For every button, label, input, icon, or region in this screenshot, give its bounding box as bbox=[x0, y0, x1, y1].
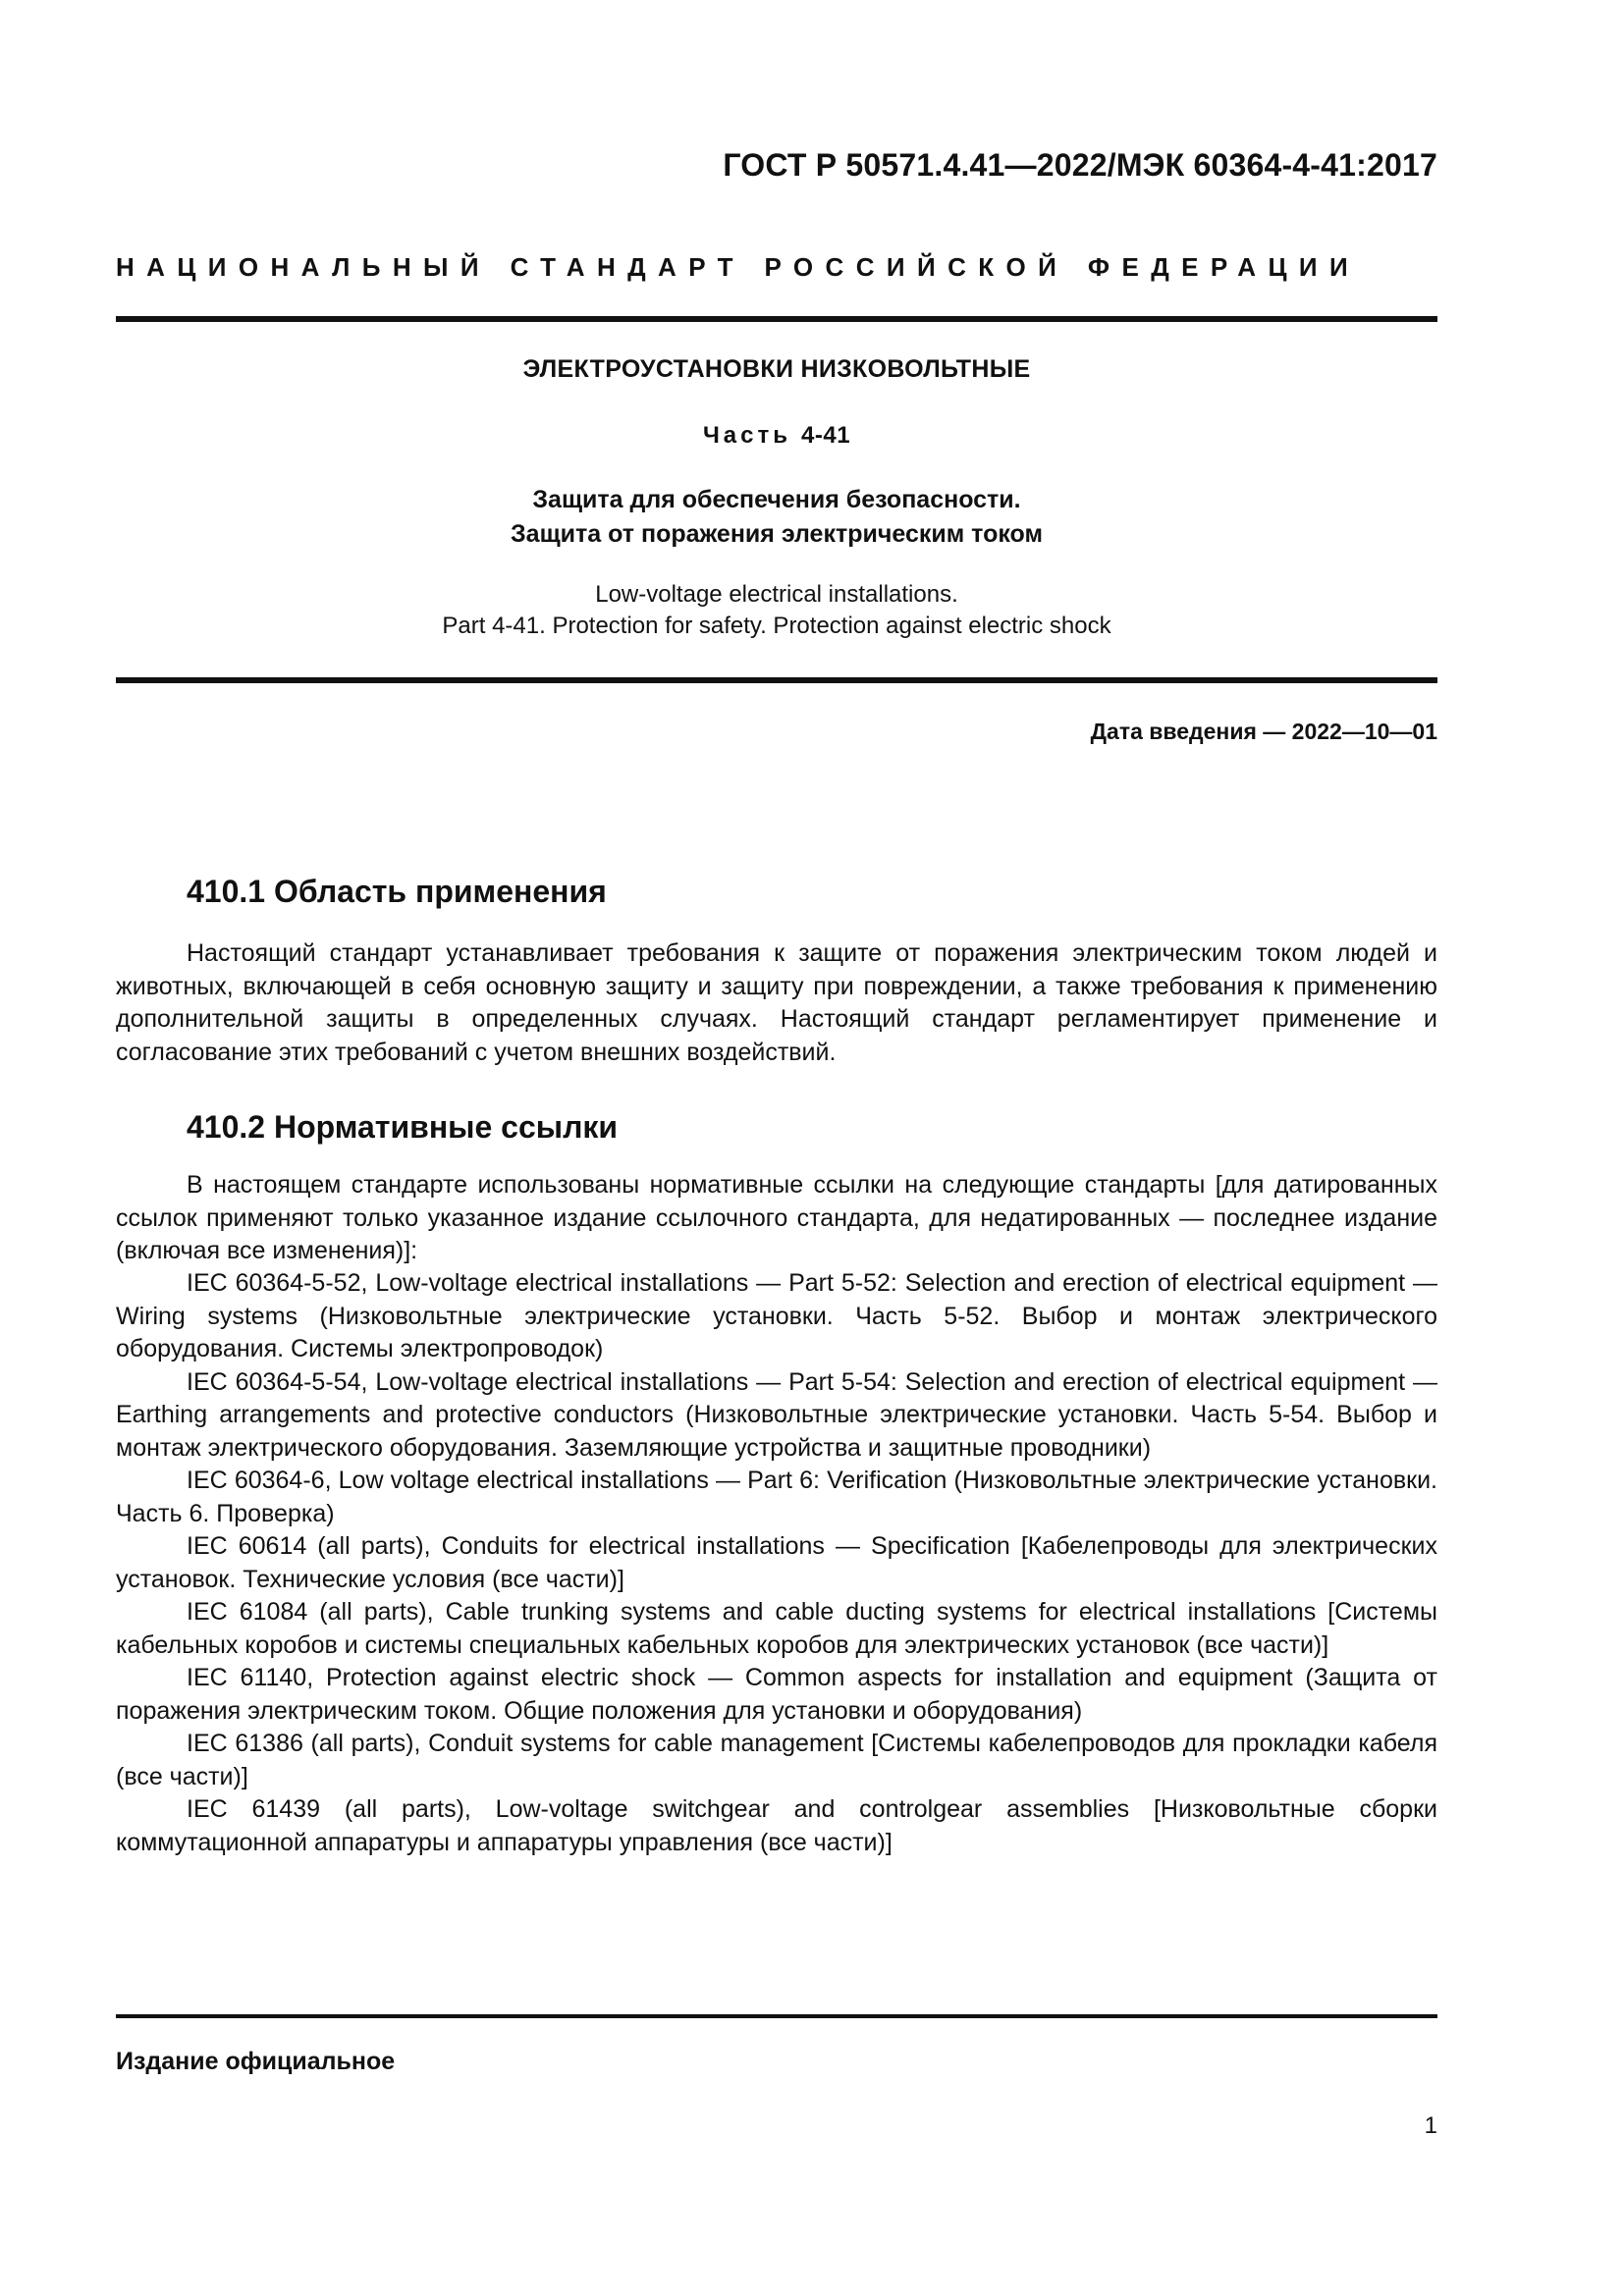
section-410-1-heading: 410.1 Область применения bbox=[187, 874, 607, 909]
subtitle-russian-line-1: Защита для обеспечения безопасности. bbox=[532, 486, 1021, 513]
reference-item: IEC 60364-5-52, Low-voltage electrical installations — Part 5-52: Selection and erection of electrical equipment — Wiring systems (Низковольтные электрические установки. Часть 5-52. Выбор и монтаж электрического оборудования. Системы электропроводок) bbox=[116, 1269, 1437, 1362]
document-code: ГОСТ Р 50571.4.41—2022/МЭК 60364-4-41:2017 bbox=[723, 147, 1437, 183]
section-410-2-intro: В настоящем стандарте использованы нормативные ссылки на следующие стандарты [для датированных ссылок применяют только указанное издание ссылочного стандарта, для недатированных — последнее издание (включая все изменения)]: bbox=[116, 1171, 1437, 1264]
part-number: 4-41 bbox=[801, 422, 851, 449]
section-410-1-text: Настоящий стандарт устанавливает требования к защите от поражения электрическим током людей и животных, включающей в себя основную защиту и защиту при повреждении, а также требования к применению дополнительной защиты в определенных случаях. Настоящий стандарт регламентирует применение и согласование этих требований с учетом внешних воздействий. bbox=[116, 939, 1437, 1066]
part-label bbox=[116, 422, 1437, 450]
title-divider bbox=[116, 677, 1437, 683]
reference-item: IEC 61439 (all parts), Low-voltage switchgear and controlgear assemblies [Низковольтные сборки коммутационной аппаратуры и аппаратуры управления (все части)] bbox=[116, 1795, 1437, 1856]
reference-item: IEC 60364-5-54, Low-voltage electrical installations — Part 5-54: Selection and erection of electrical equipment — Earthing arrangements and protective conductors (Низковольтные электрические установки. Часть 5-54. Выбор и монтаж электрического оборудования. Заземляющие устройства и защитные проводники) bbox=[116, 1367, 1437, 1462]
section-410-2-heading: 410.2 Нормативные ссылки bbox=[187, 1109, 619, 1145]
part-word: Часть bbox=[702, 422, 792, 449]
reference-item: IEC 61084 (all parts), Cable trunking systems and cable ducting systems for electrical installations [Системы кабельных коробов и системы специальных кабельных коробов для электрических установок (все части)] bbox=[116, 1598, 1437, 1659]
subtitle-english-line-1: Low-voltage electrical installations. bbox=[595, 581, 958, 608]
subtitle-english-line-2: Part 4-41. Protection for safety. Protection against electric shock bbox=[442, 613, 1111, 639]
official-edition-label: Издание официальное bbox=[116, 2048, 396, 2075]
reference-item: IEC 60614 (all parts), Conduits for electrical installations — Specification [Кабелепроводы для электрических установок. Технические условия (все части)] bbox=[116, 1532, 1437, 1593]
page-number: 1 bbox=[1424, 2112, 1437, 2139]
reference-item: IEC 60364-6, Low voltage electrical installations — Part 6: Verification (Низковольтные электрические установки. Часть 6. Проверка) bbox=[116, 1467, 1437, 1527]
reference-item: IEC 61140, Protection against electric shock — Common aspects for installation and equipment (Защита от поражения электрическим током. Общие положения для установки и оборудования) bbox=[116, 1664, 1437, 1725]
footer-divider bbox=[116, 2014, 1437, 2018]
reference-item: IEC 61386 (all parts), Conduit systems for cable management [Системы кабелепроводов для прокладки кабеля (все части)] bbox=[116, 1730, 1437, 1790]
standard-title: ЭЛЕКТРОУСТАНОВКИ НИЗКОВОЛЬТНЫЕ bbox=[522, 355, 1031, 383]
header-divider bbox=[116, 316, 1437, 322]
subtitle-russian-line-2: Защита от поражения электрическим током bbox=[511, 520, 1043, 548]
introduction-date: Дата введения — 2022—10—01 bbox=[1090, 719, 1437, 744]
subtitle-english bbox=[116, 579, 1437, 642]
subtitle-russian bbox=[116, 483, 1437, 552]
national-standard-label: НАЦИОНАЛЬНЫЙ СТАНДАРТ РОССИЙСКОЙ ФЕДЕРАЦИИ bbox=[116, 252, 1361, 282]
normative-references-list bbox=[116, 1267, 1437, 1859]
